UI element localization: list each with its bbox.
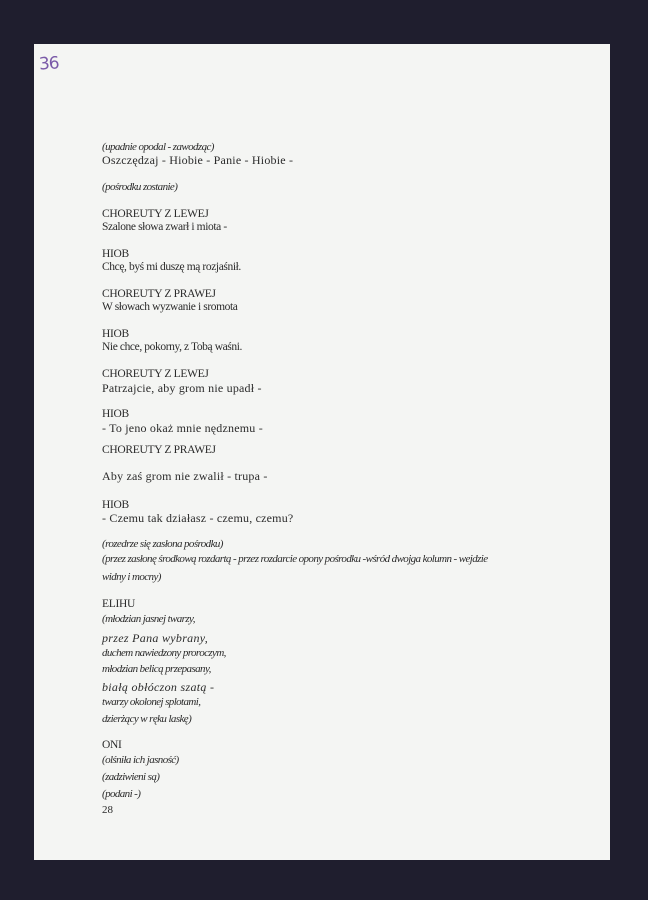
stage-direction: młodzian belicą przepasany,	[102, 663, 211, 675]
stage-direction: (podani -)	[102, 788, 141, 800]
speaker-name: CHOREUTY Z PRAWEJ	[102, 444, 216, 456]
page-number: 28	[102, 804, 113, 816]
speaker-name: ELIHU	[102, 598, 135, 610]
page-sheet	[34, 44, 610, 860]
dialogue-line: Chcę, byś mi duszę mą rozjaśnił.	[102, 261, 241, 273]
stage-direction: (pośrodku zostanie)	[102, 181, 178, 193]
dialogue-line: Aby zaś grom nie zwalił - trupa -	[102, 469, 268, 483]
stage-direction: (przez zasłonę środkową rozdartą - przez rozdarcie opony pośrodku -wśród dwojga kolumn - wejdzie	[102, 553, 488, 565]
speaker-name: HIOB	[102, 248, 129, 260]
stage-direction: widny i mocny)	[102, 571, 161, 583]
stage-direction: (rozedrze się zasłona pośrodku)	[102, 538, 223, 550]
stage-direction: białą obłóczon szatą -	[102, 680, 215, 694]
stage-direction: (upadnie opodal - zawodząc)	[102, 141, 214, 153]
dialogue-line: W słowach wyzwanie i sromota	[102, 301, 238, 313]
dialogue-line: - To jeno okaż mnie nędznemu -	[102, 421, 263, 435]
speaker-name: HIOB	[102, 328, 129, 340]
stage-direction: dzierżący w ręku laskę)	[102, 713, 192, 725]
stage-direction: (młodzian jasnej twarzy,	[102, 613, 195, 625]
speaker-name: CHOREUTY Z PRAWEJ	[102, 288, 216, 300]
dialogue-line: Nie chce, pokorny, z Tobą waśni.	[102, 341, 243, 353]
dialogue-line: Patrzajcie, aby grom nie upadł -	[102, 381, 262, 395]
handwritten-folio-number: 36	[38, 53, 60, 75]
stage-direction: (olśniła ich jasność)	[102, 754, 179, 766]
dialogue-line: - Czemu tak działasz - czemu, czemu?	[102, 511, 294, 525]
stage-direction: twarzy okolonej splotami,	[102, 696, 201, 708]
speaker-name: HIOB	[102, 408, 129, 420]
speaker-name: HIOB	[102, 499, 129, 511]
speaker-name: CHOREUTY Z LEWEJ	[102, 208, 209, 220]
stage-direction: duchem nawiedzony proroczym,	[102, 647, 226, 659]
stage-direction: przez Pana wybrany,	[102, 631, 209, 645]
dialogue-line: Oszczędzaj - Hiobie - Panie - Hiobie -	[102, 153, 294, 167]
speaker-name: ONI	[102, 739, 122, 751]
dialogue-line: Szalone słowa zwarł i miota -	[102, 221, 227, 233]
speaker-name: CHOREUTY Z LEWEJ	[102, 368, 209, 380]
stage-direction: (zadziwieni są)	[102, 771, 160, 783]
